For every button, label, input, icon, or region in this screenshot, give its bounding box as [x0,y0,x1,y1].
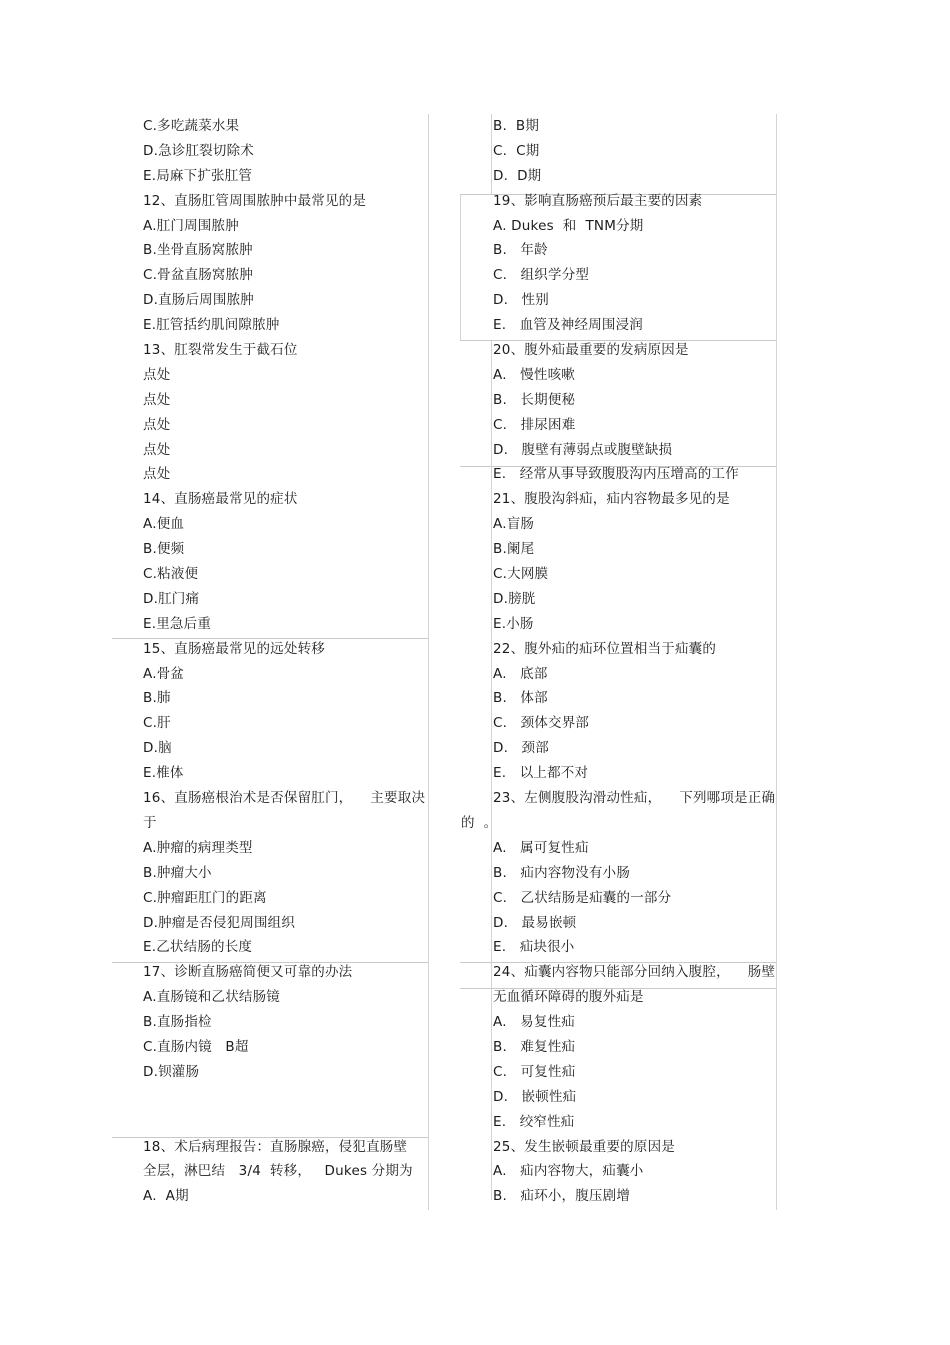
question-text: 14、直肠癌最常见的症状 [143,491,298,508]
option-text: E.乙状结肠的长度 [143,939,253,956]
option-text: A. Dukes 和 TNM分期 [493,217,644,234]
option-text: A. 属可复性疝 [493,839,589,856]
text-line: D.急诊肛裂切除术 [143,142,254,159]
question-text: 23、左侧腹股沟滑动性疝， 下列哪项是正确 [493,790,776,807]
option-text: E. 疝块很小 [493,939,575,956]
blank-line [143,1085,428,1110]
option-text: B.直肠指检 [143,1014,212,1031]
column-rule [428,114,429,1210]
question-text: 于 [143,814,157,831]
option-text: 点处 [143,366,171,383]
option-text: C. 组织学分型 [493,267,590,284]
option-text: 点处 [143,416,171,433]
option-text: E. 血管及神经周围浸润 [493,317,643,334]
text-line: C.多吃蔬菜水果 [143,118,240,134]
option-text: 点处 [143,441,171,458]
option-text: B. 疝内容物没有小肠 [493,864,631,881]
option-text: A. 疝内容物大，疝囊小 [493,1163,644,1180]
column-rule [491,340,492,1200]
option-text: C. 可复性疝 [493,1063,576,1080]
question-text: 20、腹外疝最重要的发病原因是 [493,342,689,359]
option-text: A.直肠镜和乙状结肠镜 [143,989,280,1006]
option-text: A. 易复性疝 [493,1014,575,1031]
option-text: A. 慢性咳嗽 [493,366,575,383]
option-text: 点处 [143,391,171,408]
question-text: 19、影响直肠癌预后最主要的因素 [493,192,703,209]
blank-line [143,1110,428,1135]
option-text: D. 最易嵌顿 [493,914,577,931]
option-text: A.盲肠 [493,516,535,533]
option-text: B. B期 [493,118,540,134]
right-column [461,114,776,1209]
option-text: A. A期 [143,1188,189,1205]
column-rule [776,114,777,1210]
column-rule [460,194,461,340]
option-text: E.椎体 [143,765,184,782]
option-text: B. 长期便秘 [493,391,576,408]
option-text: E. 绞窄性疝 [493,1113,575,1130]
question-text: 全层，淋巴结 3/4 转移， Dukes 分期为 [143,1163,413,1180]
option-text: D.肛门痛 [143,590,200,607]
option-text: D. 嵌顿性疝 [493,1088,577,1105]
option-text: E.肛管括约肌间隙脓肿 [143,317,280,334]
option-text: E. 以上都不对 [493,765,589,782]
question-text: 的 。 [461,814,498,831]
option-text: C. 乙状结肠是疝囊的一部分 [493,889,672,906]
option-text: D. D期 [493,167,542,184]
option-text: C.直肠内镜 B超 [143,1038,249,1055]
question-text: 18、术后病理报告：直肠腺癌，侵犯直肠壁 [143,1138,408,1155]
question-text: 15、直肠癌最常见的远处转移 [143,640,325,657]
option-text: 点处 [143,466,171,483]
option-text: D.肿瘤是否侵犯周围组织 [143,914,296,931]
option-text: C. 颈体交界部 [493,715,590,732]
option-text: A.便血 [143,516,185,533]
option-text: B.肺 [143,690,171,707]
option-text: E.里急后重 [143,615,212,632]
option-text: E.小肠 [493,615,534,632]
text-line: E.局麻下扩张肛管 [143,167,253,184]
option-text: D.钡灌肠 [143,1063,200,1080]
column-rule [491,114,492,194]
option-text: C.粘液便 [143,566,199,583]
left-column [143,114,428,1209]
option-text: D.膀胱 [493,590,536,607]
option-text: A.肛门周围脓肿 [143,217,239,234]
question-text: 21、腹股沟斜疝，疝内容物最多见的是 [493,491,730,508]
option-text: C.肝 [143,715,171,732]
option-text: A. 底部 [493,665,548,682]
question-text: 12、直肠肛管周围脓肿中最常见的是 [143,192,367,209]
option-text: D. 颈部 [493,740,549,757]
option-text: B. 年龄 [493,242,548,259]
option-text: D. 腹壁有薄弱点或腹壁缺损 [493,441,673,458]
option-text: B. 疝环小，腹压剧增 [493,1188,631,1205]
option-text: B.肿瘤大小 [143,864,212,881]
option-text: B.阑尾 [493,541,535,558]
option-text: D.脑 [143,740,172,757]
question-text: 24、疝囊内容物只能部分回纳入腹腔， 肠壁 [493,964,776,981]
option-text: A.骨盆 [143,665,185,682]
option-text: C.大网膜 [493,566,549,583]
option-text: C.肿瘤距肛门的距离 [143,889,267,906]
option-text: A.肿瘤的病理类型 [143,839,253,856]
option-text: B.便频 [143,541,185,558]
option-text: C. C期 [493,142,540,159]
question-text: 13、肛裂常发生于截石位 [143,342,298,359]
question-text: 17、诊断直肠癌简便又可靠的办法 [143,964,353,981]
option-text: E. 经常从事导致腹股沟内压增高的工作 [493,466,739,483]
question-text: 16、直肠癌根治术是否保留肛门， 主要取决 [143,790,426,807]
option-text: D.直肠后周围脓肿 [143,292,254,309]
option-text: C.骨盆直肠窝脓肿 [143,267,254,284]
option-text: C. 排尿困难 [493,416,576,433]
question-text: 25、发生嵌顿最重要的原因是 [493,1138,675,1155]
option-text: B.坐骨直肠窝脓肿 [143,242,253,259]
question-text: 22、腹外疝的疝环位置相当于疝囊的 [493,640,717,657]
option-text: B. 体部 [493,690,548,707]
option-text: B. 难复性疝 [493,1038,576,1055]
question-text: 无血循环障碍的腹外疝是 [493,989,644,1006]
option-text: D. 性别 [493,292,549,309]
